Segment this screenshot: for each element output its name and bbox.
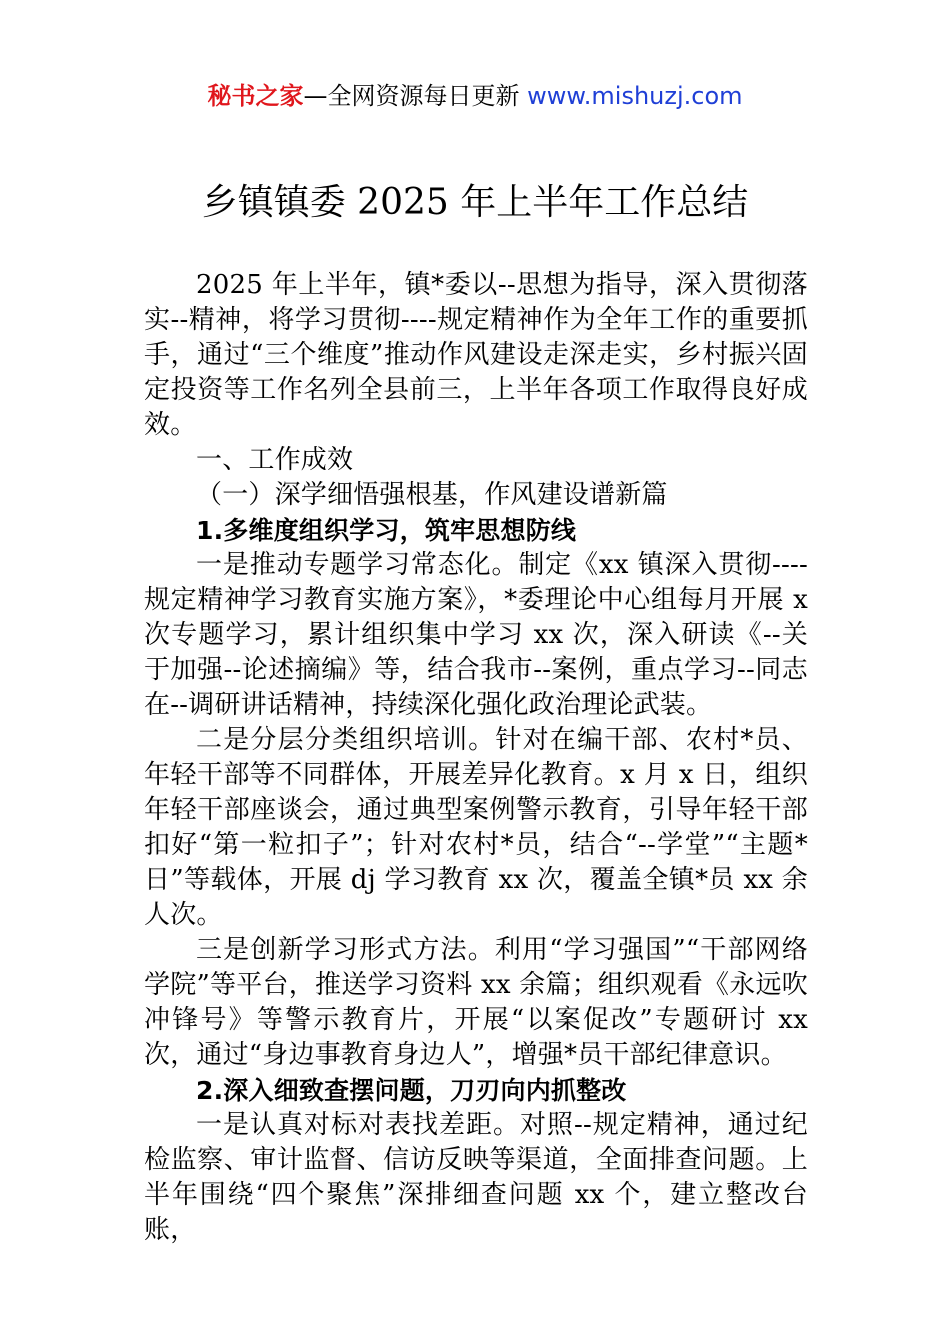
body-paragraph-3: 三是创新学习形式方法。利用“学习强国”“干部网络学院”等平台，推送学习资料 xx 余篇；组织观看《永远吹冲锋号》等警示教育片，开展“以案促改”专题研讨 xx 次，通过“身边事教育身边人”，增强*员干部纪律意识。 (144, 935, 808, 1070)
section-heading: 一、工作成效 (196, 445, 354, 475)
body-paragraph-2: 二是分层分类组织培训。针对在编干部、农村*员、年轻干部等不同群体，开展差异化教育。x 月 x 日，组织年轻干部座谈会，通过典型案例警示教育，引导年轻干部扣好“第一粒扣子”；针对农村*员，结合“--学堂”“主题*日”等载体，开展 dj 学习教育 xx 次，覆盖全镇*员 xx 余人次。 (144, 725, 808, 930)
body-paragraph-4: 一是认真对标对表找差距。对照--规定精神，通过纪检监察、审计监督、信访反映等渠道，全面排查问题。上半年围绕“四个聚焦”深排细查问题 xx 个，建立整改台账， (144, 1110, 808, 1245)
item-heading-2: 2.深入细致查摆问题，刀刃向内抓整改 (196, 1076, 627, 1105)
subsection-heading: （一）深学细悟强根基，作风建设谱新篇 (196, 480, 668, 510)
site-header (0, 80, 950, 112)
site-tagline: —全网资源每日更新 (303, 82, 528, 110)
document-body (144, 268, 808, 1248)
intro-paragraph: 2025 年上半年，镇*委以--思想为指导，深入贯彻落实--精神，将学习贯彻----规定精神作为全年工作的重要抓手，通过“三个维度”推动作风建设走深走实，乡村振兴固定投资等工作名列全县前三，上半年各项工作取得良好成效。 (144, 270, 808, 440)
site-name: 秘书之家 (207, 82, 304, 110)
body-paragraph-1: 一是推动专题学习常态化。制定《xx 镇深入贯彻----规定精神学习教育实施方案》，*委理论中心组每月开展 x 次专题学习，累计组织集中学习 xx 次，深入研读《--关于加强--论述摘编》等，结合我市--案例，重点学习--同志在--调研讲话精神，持续深化强化政治理论武装。 (144, 550, 808, 720)
item-heading-1: 1.多维度组织学习，筑牢思想防线 (196, 516, 577, 545)
document-title: 乡镇镇委 2025 年上半年工作总结 (201, 182, 749, 223)
site-url-link[interactable]: www.mishuzj.com (527, 82, 743, 110)
